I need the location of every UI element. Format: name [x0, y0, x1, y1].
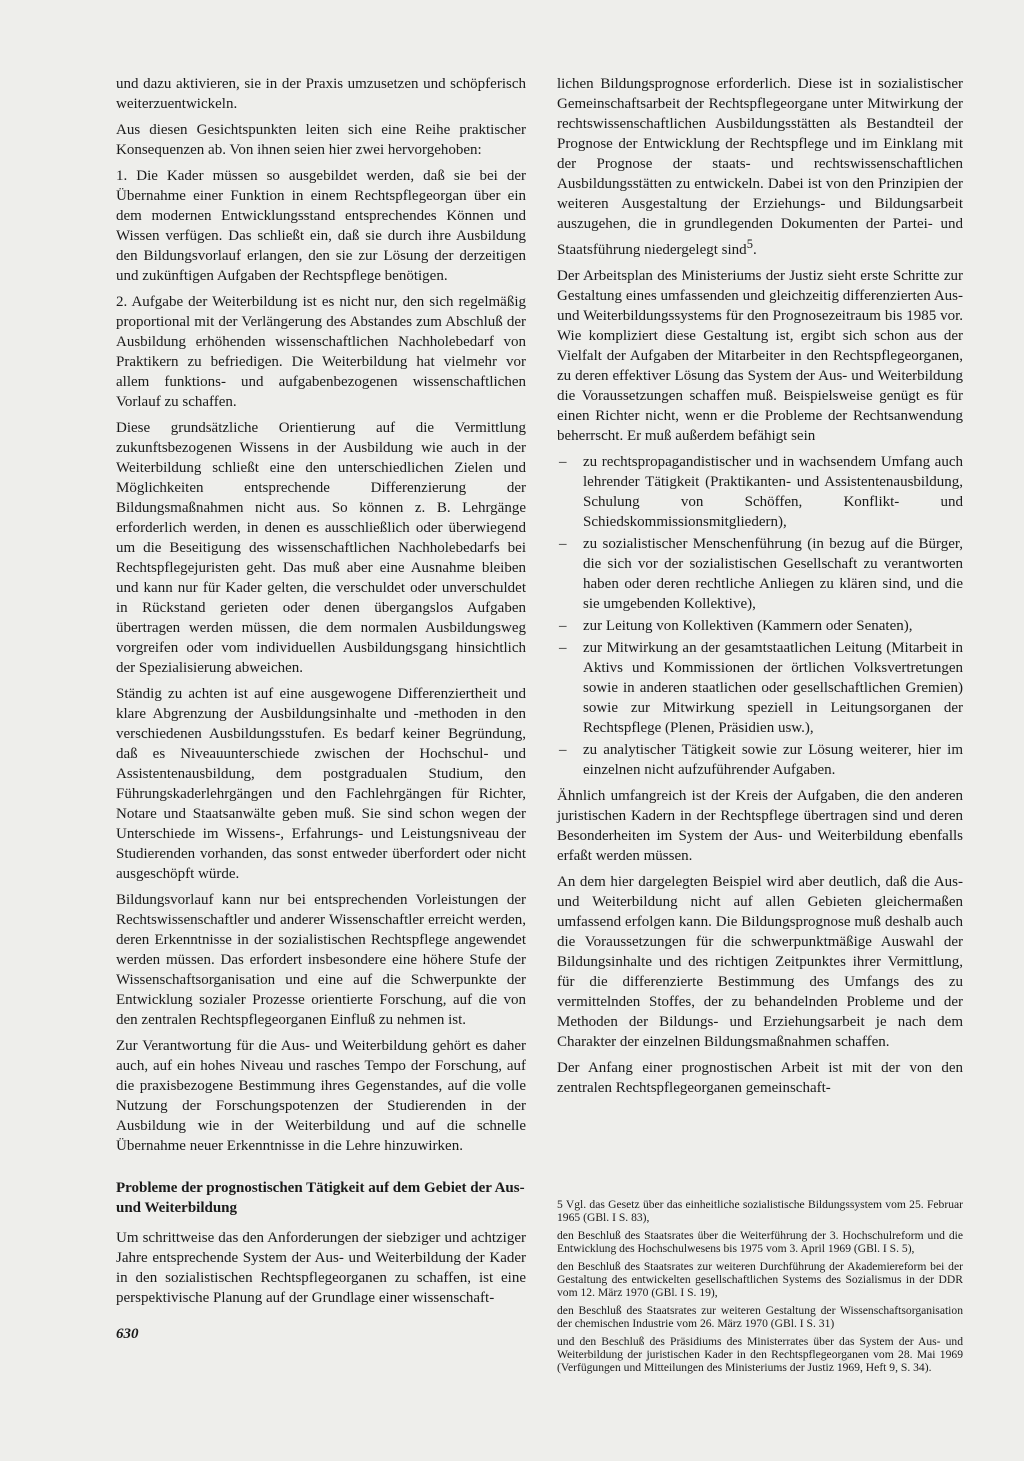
paragraph: An dem hier dargelegten Beispiel wird aber deutlich, daß die Aus- und Weiterbildung nicht auf allen Gebieten gleichermaßen umfassend erfolgen kann. Die Bildungsprognose muß deshalb auch die Voraussetzungen für die schwerpunktmäßige Auswahl der Bildungsinhalte und des richtigen Zeitpunktes ihrer Vermittlung, für die differenzierte Bestimmung des Umfangs des zu vermittelnden Stoffes, der zu behandelnden Probleme und der Methoden der Bildungs- und Erziehungsarbeit je nach dem Charakter der einzelnen Bildungsmaßnahmen schaffen.	[557, 874, 963, 1050]
footnote: den Beschluß des Staatsrates über die Weiterführung der 3. Hochschulreform und die Entwicklung des Hochschulwesens bis 1975 vom 3. April 1969 (GBl. I S. 5),	[557, 1229, 963, 1255]
paragraph-text: lichen Bildungsprognose erforderlich. Diese ist in sozialistischer Gemeinschaftsarbeit der Rechtspflegeorgane unter Mitwirkung der rechtswissenschaftlichen Ausbildungsstätten als Bestandteil der Prognose der Entwicklung der Rechtspflege und im Einklang mit der Prognose der staats- und rechtswissenschaftlichen Ausbildungsstätten zu entwickeln. Dabei ist von den Prinzipien der weiteren Ausgestaltung der Erziehungs- und Bildungsarbeit auszugehen, die in grundlegenden Dokumenten der Partei- und Staatsführung niedergelegt sind	[557, 76, 963, 258]
list-item: – zur Mitwirkung an der gesamtstaatlichen Leitung (Mitarbeit in Aktivs und Kommissionen der örtlichen Volksvertretungen sowie in anderen staatlichen oder gesellschaftlichen Gremien) sowie zur Mitwirkung speziell in Leitungsorganen der Rechtspflege (Plenen, Präsidien usw.),	[557, 638, 963, 738]
paragraph: Der Anfang einer prognostischen Arbeit ist mit der von den zentralen Rechtspflegeorganen gemeinschaft-	[557, 1060, 963, 1096]
paragraph-end: .	[752, 242, 757, 258]
list-item: – zur Leitung von Kollektiven (Kammern oder Senaten),	[557, 616, 963, 636]
footnotes	[557, 1198, 963, 1379]
paragraph: Der Arbeitsplan des Ministeriums der Justiz sieht erste Schritte zur Gestaltung eines umfassenden und gleichzeitig differenzierten Aus- und Weiterbildungssystems für den Prognosezeitraum bis 1985 vor. Wie kompliziert diese Gestaltung ist, ergibt sich schon aus der Vielfalt der Aufgaben der Mitarbeiter in den Rechtspflegeorganen, zu deren effektiver Lösung das System der Aus- und Weiterbildung die Voraussetzungen schaffen muß. Beispielsweise genügt es für einen Richter nicht, wenn er die Probleme der Rechtsanwendung beherrscht. Er muß außerdem befähigt sein	[557, 268, 963, 444]
paragraph: Ständig zu achten ist auf eine ausgewogene Differenziertheit und klare Abgrenzung der Ausbildungsinhalte und -methoden in den verschiedenen Ausbildungsstufen. Es bedarf keiner Begründung, daß es Niveauunterschiede zwischen der Hochschul- und Assistentenausbildung, dem postgradualen Studium, den Führungskaderlehrgängen und den Fachlehrgängen für Richter, Notare und Staatsanwälte geben muß. Sie sind schon wegen der Unterschiede im Wissens-, Erfahrungs- und Leistungsniveau der Studierenden vorhanden, das sonst entweder überfordert oder nicht ausgeschöpft würde.	[116, 686, 526, 882]
list-item: – zu analytischer Tätigkeit sowie zur Lösung weiterer, hier im einzelnen nicht aufzuführender Aufgaben.	[557, 740, 963, 780]
paragraph: Um schrittweise das den Anforderungen der siebziger und achtziger Jahre entsprechende System der Aus- und Weiterbildung der Kader in den sozialistischen Rechtspflegeorganen zu schaffen, ist eine perspektivische Planung auf der Grundlage einer wissenschaft-	[116, 1230, 526, 1306]
list-item: – zu rechtspropagandistischer und in wachsendem Umfang auch lehrender Tätigkeit (Praktikanten- und Assistentenausbildung, Schulung von Schöffen, Konflikt- und Schiedskommissionsmitgliedern),	[557, 452, 963, 532]
paragraph: Aus diesen Gesichtspunkten leiten sich eine Reihe praktischer Konsequenzen ab. Von ihnen seien hier zwei hervorgehoben:	[116, 122, 526, 158]
paragraph: Diese grundsätzliche Orientierung auf die Vermittlung zukunftsbezogenen Wissens in der Ausbildung wie auch in der Weiterbildung schließt eine den unterschiedlichen Zielen und Möglichkeiten entsprechende Differenzierung der Bildungsmaßnahmen nicht aus. So können z. B. Lehrgänge erforderlich werden, in denen es ausschließlich oder überwiegend um die Beseitigung des wissenschaftlichen Nachholebedarfs bei Rechtspflegejuristen geht. Das muß aber eine Ausnahme bleiben und kann nur für Kader gelten, die verschuldet oder unverschuldet in Rückstand gerieten oder denen übergangslos Aufgaben übertragen werden müssen, die dem normalen Ausbildungsweg vorgreifen oder vom individuellen Ausbildungsgang hinsichtlich der Spezialisierung abweichen.	[116, 420, 526, 676]
footnote: den Beschluß des Staatsrates zur weiteren Gestaltung der Wissenschaftsorganisation der chemischen Industrie vom 26. März 1970 (GBl. I S. 31)	[557, 1304, 963, 1330]
paragraph: Bildungsvorlauf kann nur bei entsprechenden Vorleistungen der Rechtswissenschaftler und anderer Wissenschaftler erreicht werden, deren Erkenntnisse in der sozialistischen Rechtspflege angewendet werden müssen. Das erfordert insbesondere eine höhere Stufe der Wissenschaftsorganisation und eine auf die Schwerpunkte der Entwicklung sozialer Prozesse orientierte Forschung, auf die von den zentralen Rechtspflegeorganen Einfluß zu nehmen ist.	[116, 892, 526, 1028]
dash-list	[557, 452, 963, 780]
paragraph	[557, 74, 963, 260]
footnote: den Beschluß des Staatsrates zur weiteren Durchführung der Akademiereform bei der Gestaltung des entwickelten gesellschaftlichen Systems des Sozialismus in der DDR vom 12. März 1970 (GBl. I S. 19),	[557, 1260, 963, 1299]
right-column	[557, 74, 963, 1104]
paragraph: Ähnlich umfangreich ist der Kreis der Aufgaben, die den anderen juristischen Kadern in der Rechtspflege übertragen sind und deren Besonderheiten im System der Aus- und Weiterbildung ebenfalls erfaßt werden müssen.	[557, 788, 963, 864]
left-column	[116, 74, 526, 1314]
footnote: 5 Vgl. das Gesetz über das einheitliche sozialistische Bildungssystem vom 25. Februar 1965 (GBl. I S. 83),	[557, 1198, 963, 1224]
paragraph: und dazu aktivieren, sie in der Praxis umzusetzen und schöpferisch weiterzuentwickeln.	[116, 76, 526, 112]
footnote: und den Beschluß des Präsidiums des Ministerrates über das System der Aus- und Weiterbildung der juristischen Kader in den Rechtspflegeorganen vom 28. Mai 1969 (Verfügungen und Mitteilungen des Ministeriums der Justiz 1969, Heft 9, S. 34).	[557, 1335, 963, 1374]
page-number: 630	[116, 1326, 139, 1342]
footnote-reference: 5	[746, 237, 753, 251]
paragraph: 2. Aufgabe der Weiterbildung ist es nicht nur, den sich regelmäßig proportional mit der Verlängerung des Abstandes zum Abschluß der Ausbildung erhöhenden wissenschaftlichen Nachholebedarf von Praktikern zu befriedigen. Die Weiterbildung hat vielmehr vor allem funktions- und aufgabenbezogenen wissenschaftlichen Vorlauf zu schaffen.	[116, 294, 526, 410]
section-heading: Probleme der prognostischen Tätigkeit auf dem Gebiet der Aus- und Weiterbildung	[116, 1180, 525, 1216]
paragraph: 1. Die Kader müssen so ausgebildet werden, daß sie bei der Übernahme einer Funktion in einem Rechtspflegeorgan über ein dem modernen Entwicklungsstand entsprechendes Können und Wissen verfügen. Das schließt ein, daß sie durch ihre Ausbildung den Bildungsvorlauf erlangen, den sie zur Lösung der derzeitigen und zukünftigen Aufgaben der Rechtspflege benötigen.	[116, 168, 526, 284]
paragraph: Zur Verantwortung für die Aus- und Weiterbildung gehört es daher auch, auf ein hohes Niveau und rasches Tempo der Forschung, auf die praxisbezogene Bestimmung ihres Gegenstandes, auf die volle Nutzung der Forschungspotenzen der Studierenden in der Ausbildung wie in der Weiterbildung und auf die schnelle Übernahme neuer Erkenntnisse in die Lehre hinzuwirken.	[116, 1038, 526, 1154]
list-item: – zu sozialistischer Menschenführung (in bezug auf die Bürger, die sich vor der sozialistischen Gesellschaft zu verantworten haben oder deren rechtliche Anliegen zu klären sind, und die sie umgebenden Kollektive),	[557, 534, 963, 614]
